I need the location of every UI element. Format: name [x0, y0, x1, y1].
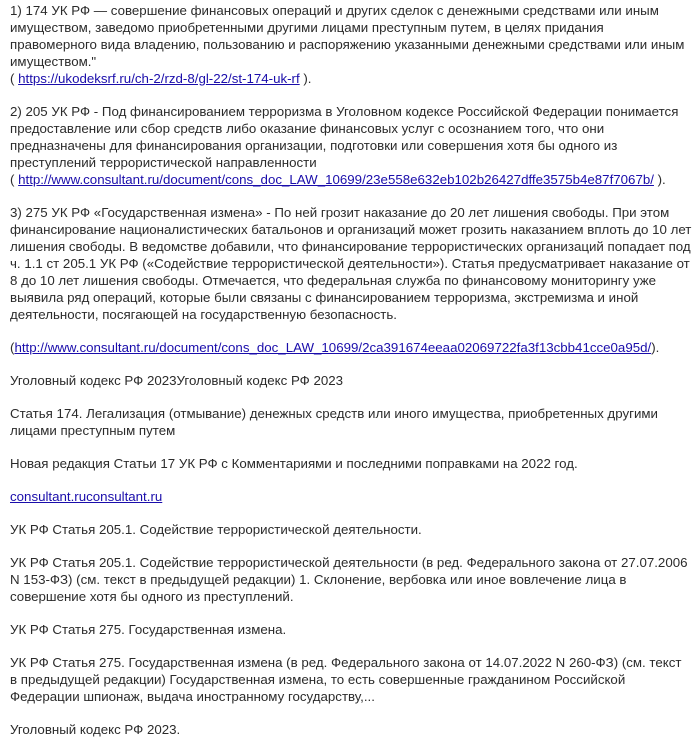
- paragraph-text: Статья 174. Легализация (отмывание) денежных средств или иного имущества, приобретенных другими лицами преступным путем: [10, 406, 658, 438]
- paragraph-text: 1) 174 УК РФ — совершение финансовых операций и других сделок с денежными средствами или иным имуществом, заведомо приобретенными другими лицами преступным путем, в целях придания правомерного вида владению, пользованию и распоряжению указанными денежными средствами или иным имуществом.": [10, 3, 685, 69]
- paragraph-new-edition: [10, 455, 692, 472]
- paragraph-article-275-title: [10, 621, 692, 638]
- paragraph-text: Уголовный кодекс РФ 2023Уголовный кодекс РФ 2023: [10, 373, 344, 388]
- paragraph-consultant-source: [10, 488, 692, 505]
- paragraph-text: УК РФ Статья 275. Государственная измена.: [10, 622, 287, 637]
- paragraph-article-174-title: [10, 405, 692, 439]
- paragraph-article-205-1-title: [10, 521, 692, 538]
- consultant-link-205[interactable]: http://www.consultant.ru/document/cons_doc_LAW_10699/23e558e632eb102b26427dffe3575b4e87f7067b/: [18, 172, 654, 187]
- paragraph-text: 2) 205 УК РФ - Под финансированием терроризма в Уголовном кодексе Российской Федерации понимается предоставление или сбор средств либо оказание финансовых услуг с осознанием того, что они предназначены для финансирования организации, подготовки или совершения хотя бы одного из преступлений террористической направленности: [10, 104, 679, 170]
- paragraph-text: УК РФ Статья 205.1. Содействие террористической деятельности.: [10, 522, 422, 537]
- paragraph-criminal-code-title: [10, 372, 692, 389]
- paragraph-consultant-link-275: [10, 339, 692, 356]
- paragraph-article-174: [10, 2, 692, 87]
- link-prefix: (: [10, 340, 15, 355]
- paragraph-article-275-text: [10, 654, 692, 705]
- paragraph-text: Уголовный кодекс РФ 2023.: [10, 722, 181, 737]
- paragraph-article-205-1-text: [10, 554, 692, 605]
- link-prefix: (: [10, 172, 19, 187]
- paragraph-text: Новая редакция Статьи 17 УК РФ с Комментариями и последними поправками на 2022 год.: [10, 456, 578, 471]
- paragraph-text: УК РФ Статья 275. Государственная измена (в ред. Федерального закона от 14.07.2022 N 260-ФЗ) (см. текст в предыдущей редакции) Государственная измена, то есть совершенные гражданином Российской Федерации шпионаж, выдача иностранному государству,...: [10, 655, 682, 704]
- paragraph-article-275: [10, 204, 692, 323]
- link-prefix: (: [10, 71, 19, 86]
- paragraph-text: 3) 275 УК РФ «Государственная измена» - По ней грозит наказание до 20 лет лишения свободы. При этом финансирование националистических батальонов и организаций может грозить наказанием вплоть до 10 лет лишения свободы. В ведомстве добавили, что финансирование террористических организаций попадает под ч. 1.1 ст 205.1 УК РФ («Содействие террористической деятельности»). Статья предусматривает наказание от 8 до 10 лет лишения свободы. Отмечается, что федеральная служба по финансовому мониторингу уже выявила ряд операций, которые были связаны с финансированием терроризма, экстремизма и иной деятельности, посягающей на государственную безопасность.: [10, 205, 692, 322]
- paragraph-article-205: [10, 103, 692, 188]
- paragraph-criminal-code-2023: [10, 721, 692, 738]
- consultant-link-275[interactable]: http://www.consultant.ru/document/cons_doc_LAW_10699/2ca391674eeaa02069722fa3f13cbb41cce0a95d/: [14, 340, 652, 355]
- paragraph-text: УК РФ Статья 205.1. Содействие террористической деятельности (в ред. Федерального закона от 27.07.2006 N 153-ФЗ) (см. текст в предыдущей редакции) 1. Склонение, вербовка или иное вовлечение лица в совершение хотя бы одного из преступлений.: [10, 555, 688, 604]
- link-suffix: ).: [651, 340, 660, 355]
- link-suffix: ).: [299, 71, 312, 86]
- link-suffix: ).: [653, 172, 666, 187]
- consultant-source-link[interactable]: consultant.ruconsultant.ru: [10, 489, 163, 504]
- ukodeksrf-link[interactable]: https://ukodeksrf.ru/ch-2/rzd-8/gl-22/st-174-uk-rf: [18, 71, 300, 86]
